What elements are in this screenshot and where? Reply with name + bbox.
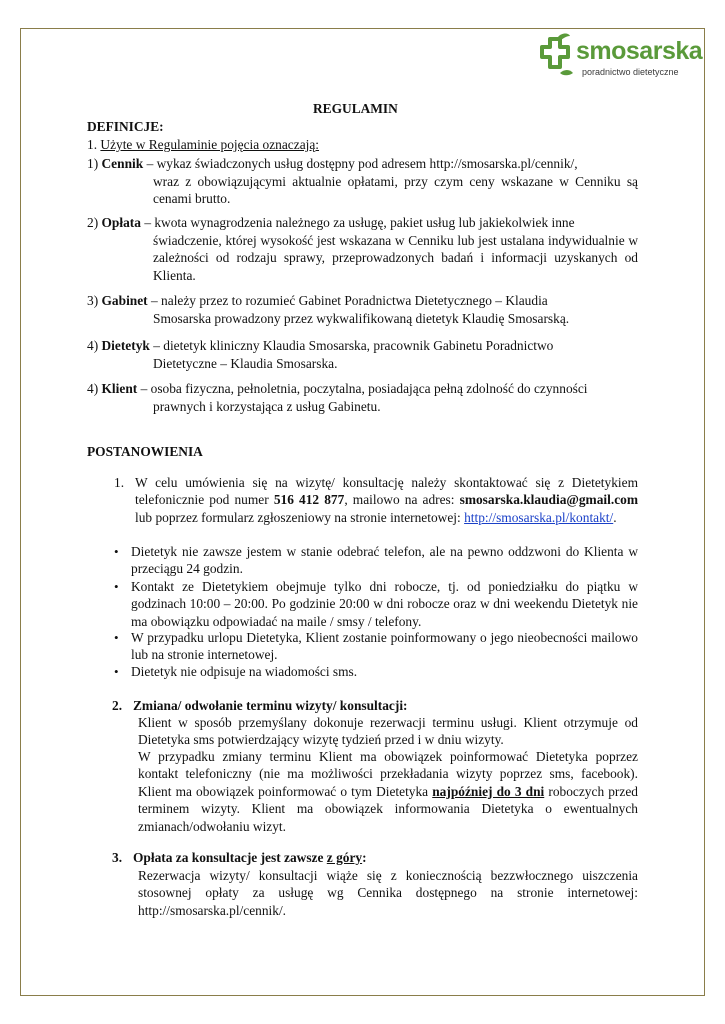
contact-link[interactable]: http://smosarska.pl/kontakt/ (464, 509, 614, 525)
definition-term: Gabinet (101, 293, 148, 308)
provision-2-number: 2. (112, 698, 123, 713)
bullet-icon: • (114, 544, 119, 559)
definition-term: Klient (101, 381, 138, 396)
email-address: smosarska.klaudia@gmail.com (459, 492, 638, 508)
document-title: REGULAMIN (313, 101, 398, 116)
definition-text-continued: świadczenie, której wysokość jest wskazana w Cenniku lub jest ustalana indywidualnie w zależności od rodzaju sprawy, przeprowadzonych badań i informacji uzyskanych od Klienta. (153, 233, 638, 283)
phone-number: 516 412 877 (273, 492, 345, 508)
provision-2-para1: Klient w sposób przemyślany dokonuje rezerwacji terminu usługi. Klient otrzymuje od Dietetyka sms potwierdzający wizytę tydzień przed i w dniu wizyty. (138, 715, 638, 748)
definition-item (87, 214, 575, 231)
definition-item (87, 337, 553, 354)
definition-term: Dietetyk (101, 338, 150, 353)
logo-wordmark: smosarska (576, 37, 703, 65)
provision-2-heading: Zmiana/ odwołanie terminu wizyty/ konsultacji: (133, 698, 408, 713)
definition-item (87, 155, 578, 172)
provision-1-text: W celu umówienia się na wizytę/ konsultację należy skontaktować się z Dietetykiem telefonicznie pod numer 516 412 877, mailowo na adres: smosarska.klaudia@gmail.com lub poprzez formularz zgłoszeniowy na stronie internetowej: http://smosarska.pl/kontakt/. (135, 475, 638, 525)
definition-number: 1) (87, 156, 99, 171)
definition-text: – osoba fizyczna, pełnoletnia, poczytalna, posiadająca pełną zdolność do czynności (140, 381, 588, 396)
definition-text-continued: Dietetyczne – Klaudia Smosarska. (153, 356, 338, 371)
definitions-intro-number: 1. (87, 137, 98, 152)
bullet-icon: • (114, 579, 119, 594)
definition-text-continued: Smosarska prowadzony przez wykwalifikowaną dietetyk Klaudię Smosarską. (153, 311, 570, 326)
definition-item (87, 292, 548, 309)
provision-1-number: 1. (114, 475, 125, 490)
definitions-intro (87, 136, 319, 153)
definition-text: – kwota wynagrodzenia należnego za usługę, pakiet usług lub jakiekolwiek inne (144, 215, 575, 230)
definition-term: Opłata (101, 215, 141, 230)
provision-3-para: Rezerwacja wizyty/ konsultacji wiąże się z koniecznością bezzwłocznego uiszczenia stosownej opłaty za usługę wg Cennika dostępnego na stronie internetowej: http://smosarska.pl/cennik/. (138, 868, 638, 918)
brand-logo (536, 33, 711, 83)
definition-term: Cennik (101, 156, 144, 171)
definition-number: 4) (87, 381, 99, 396)
definition-number: 2) (87, 215, 99, 230)
leaf-cross-icon (536, 33, 576, 79)
definitions-intro-text: Użyte w Regulaminie pojęcia oznaczają: (100, 137, 320, 152)
logo-tagline: poradnictwo dietetyczne (582, 67, 679, 77)
definition-number: 4) (87, 338, 99, 353)
definition-number: 3) (87, 293, 99, 308)
provisions-heading: POSTANOWIENIA (87, 444, 203, 459)
provision-3-number: 3. (112, 850, 123, 865)
provision-3-heading: Opłata za konsultacje jest zawsze z góry: (133, 850, 367, 865)
definition-item (87, 380, 588, 397)
bullet-icon: • (114, 630, 119, 645)
definition-text: – należy przez to rozumieć Gabinet Poradnictwa Dietetycznego – Klaudia (151, 293, 548, 308)
bullet-item: Dietetyk nie odpisuje na wiadomości sms. (131, 664, 358, 679)
bullet-item: W przypadku urlopu Dietetyka, Klient zostanie poinformowany o jego nieobecności mailowo lub na stronie internetowej. (131, 630, 638, 663)
bullet-item: Dietetyk nie zawsze jestem w stanie odebrać telefon, ale na pewno oddzwoni do Klienta w przeciągu 24 godzin. (131, 544, 638, 577)
definitions-heading: DEFINICJE: (87, 119, 164, 134)
definition-text: – dietetyk kliniczny Klaudia Smosarska, pracownik Gabinetu Poradnictwo (153, 338, 554, 353)
provision-2-para2: W przypadku zmiany terminu Klient ma obowiązek poinformować Dietetyka poprzez kontakt telefoniczny (nie ma możliwości przekładania wizyty poprzez sms, facebook). Klient ma obowiązek poinformować o tym Dietetyka najpóźniej do 3 dni roboczych przed terminem wizyty. Klient ma obowiązek informowania Dietetyka o ewentualnych zmianach/odwołaniu wizyt. (138, 749, 638, 834)
bullet-item: Kontakt ze Dietetykiem obejmuje tylko dni robocze, tj. od poniedziałku do piątku w godzinach 10:00 – 20:00. Po godzinie 20:00 w dni robocze oraz w dni weekendu Dietetyk nie ma obowiązku odpowiadać na maile / smsy / telefony. (131, 579, 638, 629)
definition-text-continued: prawnych i korzystająca z usług Gabinetu. (153, 399, 381, 414)
definition-text-continued: wraz z obowiązującymi aktualnie opłatami, przy czym ceny wskazane w Cenniku są cenami brutto. (153, 174, 638, 207)
bullet-icon: • (114, 664, 119, 679)
definition-text: – wykaz świadczonych usług dostępny pod adresem http://smosarska.pl/cennik/, (146, 156, 578, 171)
deadline-emphasis: najpóźniej do 3 dni (432, 783, 545, 799)
